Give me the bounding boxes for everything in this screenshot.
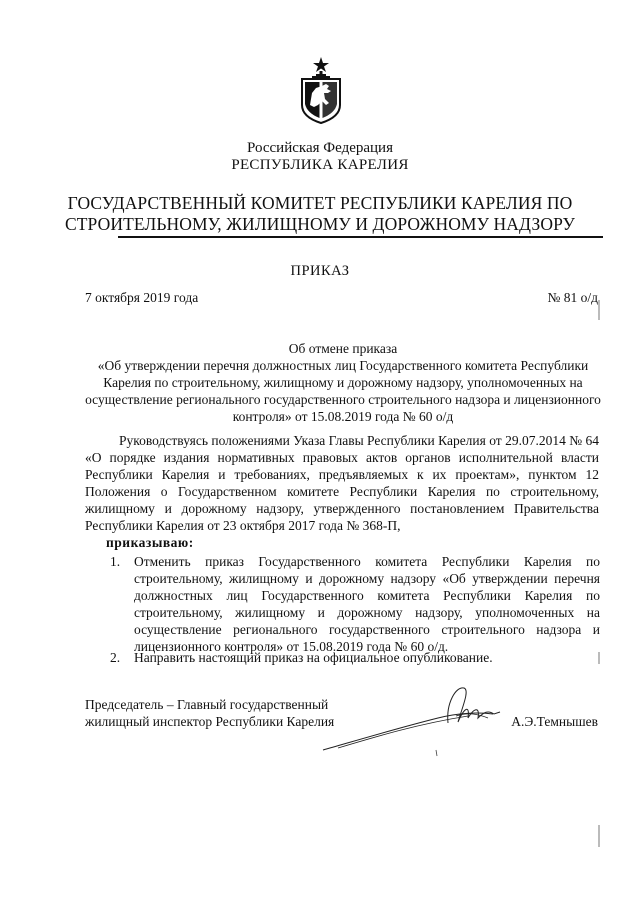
republic-name: РЕСПУБЛИКА КАРЕЛИЯ bbox=[231, 157, 409, 173]
document-date: 7 октября 2019 года bbox=[85, 290, 199, 305]
signatory-title-line2: жилищный инспектор Республики Карелия bbox=[85, 714, 335, 729]
header-divider bbox=[118, 236, 603, 238]
scan-artifact bbox=[598, 652, 600, 664]
order-item-number: 2. bbox=[110, 650, 121, 665]
coat-of-arms-emblem bbox=[298, 55, 344, 125]
order-item bbox=[110, 649, 600, 666]
document-subject bbox=[85, 340, 601, 425]
order-item-number: 1. bbox=[110, 554, 121, 569]
orders-label: приказываю: bbox=[106, 535, 194, 550]
subject-title: Об отмене приказа bbox=[288, 341, 398, 356]
document-number: № 81 о/д bbox=[547, 290, 598, 305]
scan-artifact bbox=[598, 825, 600, 847]
committee-name bbox=[0, 193, 640, 235]
order-item-text: Направить настоящий приказ на официальное опубликование. bbox=[134, 650, 493, 665]
order-item-text: Отменить приказ Государственного комитета Республики Карелия по строительному, жилищному и дорожному надзору «Об утверждении перечня должностных лиц Государственного комитета Республики Карелия по строительному, жилищному и дорожному надзору, уполномоченных на осуществление регионального государственного строительного надзора и лицензионного контроля» от 15.08.2019 года № 60 о/д. bbox=[134, 554, 600, 654]
subject-description: «Об утверждении перечня должностных лиц Государственного комитета Республики Карелия по строительному, жилищному и дорожному надзору, уполномоченных на осуществление регионального государственного строительного надзора и лицензионного контроля» от 15.08.2019 года № 60 о/д bbox=[85, 358, 601, 424]
country-name: Российская Федерация bbox=[247, 140, 393, 156]
scan-artifact bbox=[598, 300, 600, 320]
document-type: ПРИКАЗ bbox=[290, 263, 350, 279]
committee-name-line1: ГОСУДАРСТВЕННЫЙ КОМИТЕТ РЕСПУБЛИКИ КАРЕЛИЯ ПО bbox=[67, 193, 573, 213]
handwritten-signature bbox=[318, 678, 518, 758]
preamble-paragraph: Руководствуясь положениями Указа Главы Республики Карелия от 29.07.2014 № 64 «О порядке издания нормативных правовых актов органов исполнительной власти Республики Карелия и требованиях, предъявляемых к их проектам», пунктом 12 Положения о Государственном комитете Республики Карелия по строительному, жилищному и дорожному надзору, утвержденного постановлением Правительства Республики Карелия от 23 октября 2017 года № 368-П, bbox=[85, 433, 599, 533]
order-item bbox=[110, 553, 600, 655]
signatory-title-line1: Председатель – Главный государственный bbox=[85, 697, 329, 712]
committee-name-line2: СТРОИТЕЛЬНОМУ, ЖИЛИЩНОМУ И ДОРОЖНОМУ НАДЗОРУ bbox=[64, 214, 575, 234]
signatory-name: А.Э.Темнышев bbox=[511, 714, 598, 729]
signatory-title bbox=[85, 696, 334, 730]
